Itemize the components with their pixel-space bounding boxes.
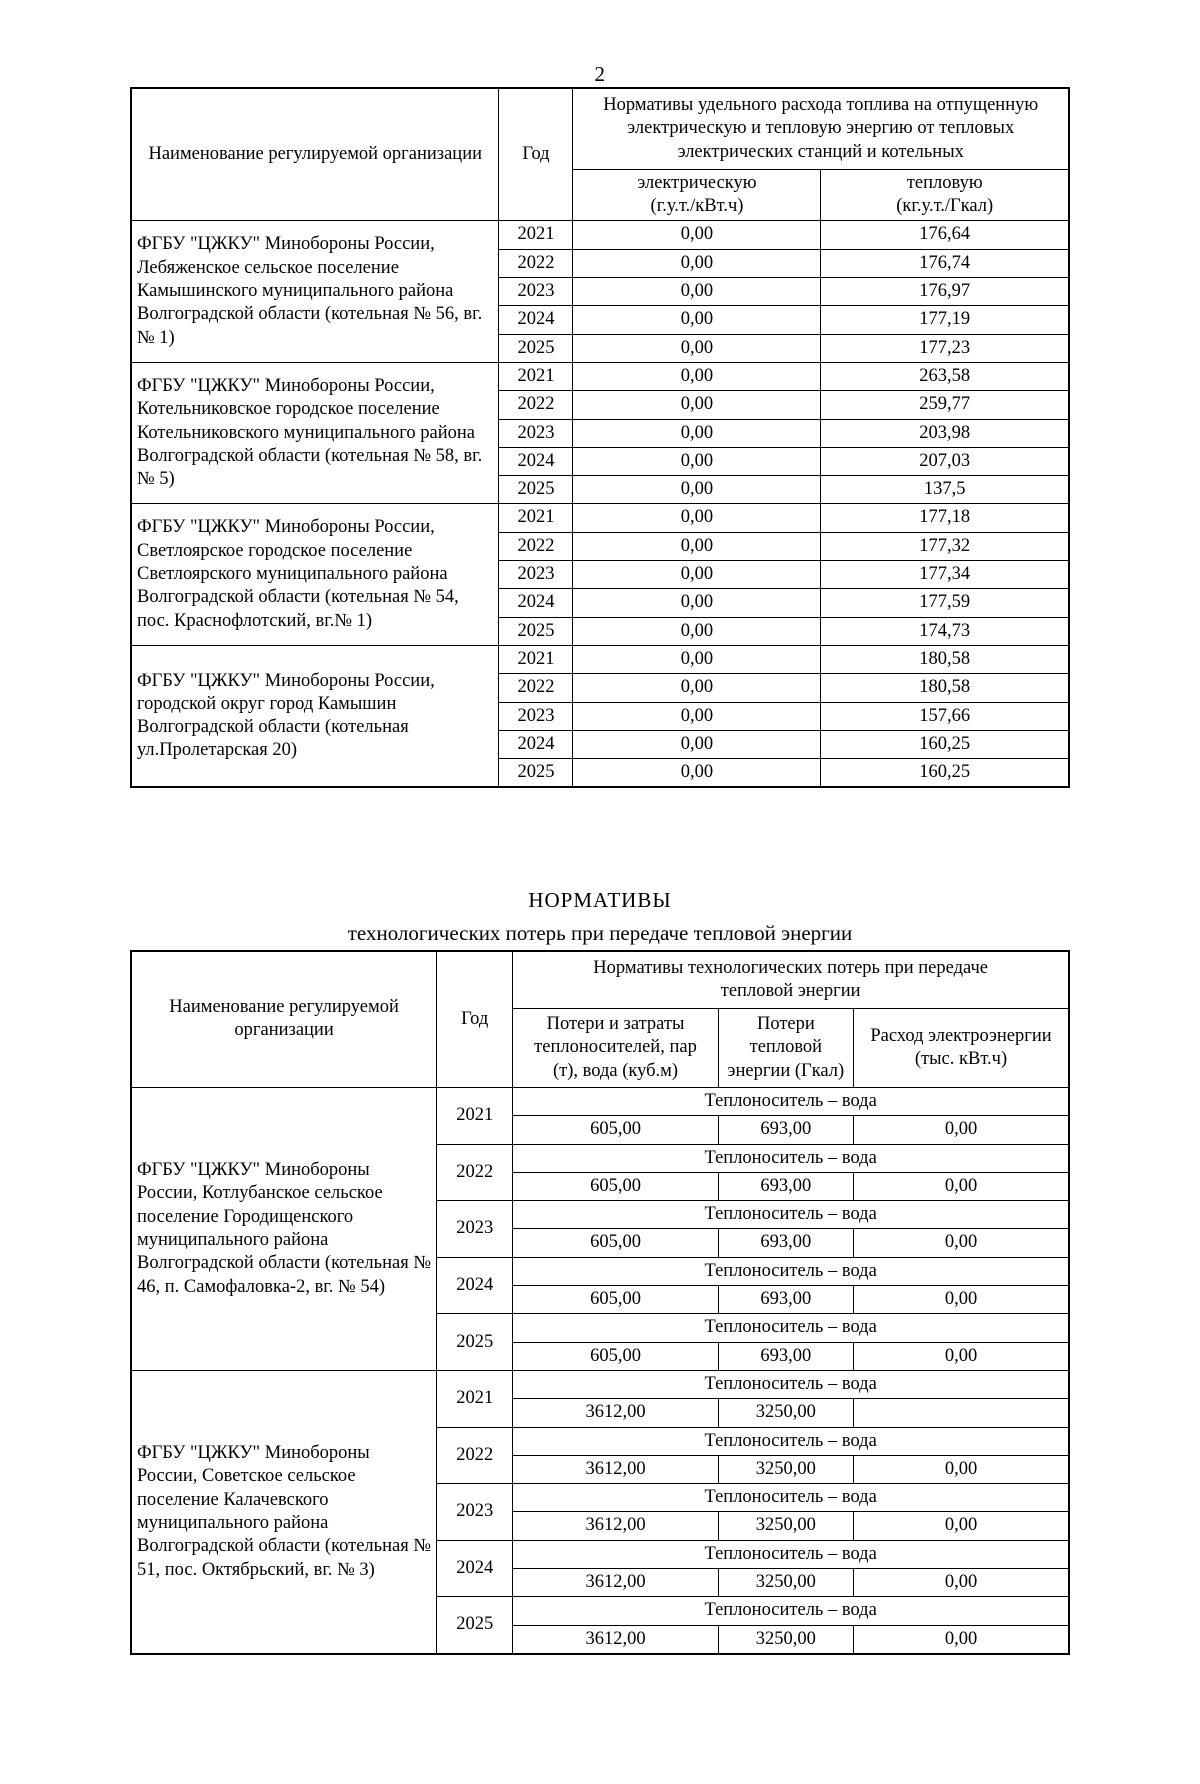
carrier-label-cell: Теплоноситель – вода (513, 1314, 1069, 1342)
carrier-label-cell: Теплоноситель – вода (513, 1484, 1069, 1512)
year-cell: 2021 (499, 504, 573, 532)
power-consumption-value-cell: 0,00 (854, 1625, 1070, 1654)
heat-losses-value-cell: 693,00 (718, 1172, 853, 1200)
year-cell: 2023 (499, 278, 573, 306)
thermal-value-cell: 174,73 (821, 617, 1069, 645)
year-cell: 2025 (437, 1597, 513, 1654)
coolant-losses-value-cell: 3612,00 (513, 1512, 718, 1540)
thermal-value-cell: 157,66 (821, 702, 1069, 730)
year-cell: 2021 (437, 1088, 513, 1145)
coolant-losses-value-cell: 3612,00 (513, 1625, 718, 1654)
org-name-cell: ФГБУ "ЦЖКУ" Минобороны России, Светлоярское городское поселение Светлоярского муниципального района Волгоградской области (котельная № 54, пос. Краснофлотский, вг.№ 1) (131, 504, 499, 645)
electric-value-cell: 0,00 (573, 249, 821, 277)
carrier-label-cell: Теплоноситель – вода (513, 1540, 1069, 1568)
heat-losses-value-cell: 3250,00 (718, 1569, 853, 1597)
electric-value-cell: 0,00 (573, 447, 821, 475)
header-electric (573, 169, 821, 221)
header-electric-unit: (г.у.т./кВт.ч) (650, 196, 744, 217)
table-row (131, 504, 1069, 532)
header-thermal (821, 169, 1069, 221)
thermal-value-cell: 176,97 (821, 278, 1069, 306)
fuel-consumption-norms-table (130, 87, 1070, 788)
table-row (131, 221, 1069, 249)
year-cell: 2021 (499, 221, 573, 249)
year-cell: 2023 (499, 419, 573, 447)
heat-losses-value-cell: 3250,00 (718, 1399, 853, 1427)
year-cell: 2024 (499, 306, 573, 334)
heat-losses-value-cell: 693,00 (718, 1116, 853, 1144)
power-consumption-value-cell: 0,00 (854, 1116, 1070, 1144)
electric-value-cell: 0,00 (573, 419, 821, 447)
section-title-line1: НОРМАТИВЫ (528, 888, 672, 913)
thermal-value-cell: 176,74 (821, 249, 1069, 277)
electric-value-cell: 0,00 (573, 730, 821, 758)
thermal-value-cell: 160,25 (821, 759, 1069, 788)
year-cell: 2023 (437, 1201, 513, 1258)
electric-value-cell: 0,00 (573, 617, 821, 645)
electric-value-cell: 0,00 (573, 759, 821, 788)
power-consumption-value-cell: 0,00 (854, 1455, 1070, 1483)
thermal-value-cell: 180,58 (821, 674, 1069, 702)
table-row (131, 645, 1069, 673)
power-consumption-value-cell (854, 1399, 1070, 1427)
carrier-row (131, 1370, 1069, 1398)
year-cell: 2022 (437, 1144, 513, 1201)
power-consumption-value-cell: 0,00 (854, 1342, 1070, 1370)
year-cell: 2021 (499, 362, 573, 390)
header-year: Год (499, 88, 573, 221)
year-cell: 2025 (499, 617, 573, 645)
header-coolant-losses: Потери и затраты теплоносителей, пар (т), вода (куб.м) (513, 1009, 718, 1088)
electric-value-cell: 0,00 (573, 476, 821, 504)
coolant-losses-value-cell: 605,00 (513, 1116, 718, 1144)
thermal-value-cell: 177,59 (821, 589, 1069, 617)
year-cell: 2023 (437, 1484, 513, 1541)
carrier-label-cell: Теплоноситель – вода (513, 1201, 1069, 1229)
org-name-cell: ФГБУ "ЦЖКУ" Минобороны России, городской округ город Камышин Волгоградской области (котельная ул.Пролетарская 20) (131, 645, 499, 787)
heat-losses-value-cell: 3250,00 (718, 1625, 853, 1654)
heat-losses-value-cell: 693,00 (718, 1229, 853, 1257)
coolant-losses-value-cell: 605,00 (513, 1172, 718, 1200)
coolant-losses-value-cell: 605,00 (513, 1229, 718, 1257)
electric-value-cell: 0,00 (573, 674, 821, 702)
carrier-label-cell: Теплоноситель – вода (513, 1144, 1069, 1172)
thermal-value-cell: 177,34 (821, 561, 1069, 589)
heat-losses-value-cell: 3250,00 (718, 1512, 853, 1540)
year-cell: 2024 (437, 1257, 513, 1314)
header-org: Наименование регулируемой организации (131, 951, 437, 1088)
year-cell: 2022 (499, 532, 573, 560)
org-name-cell: ФГБУ "ЦЖКУ" Минобороны России, Котлубанское сельское поселение Городищенского муниципального района Волгоградской области (котельная № 46, п. Самофаловка-2, вг. № 54) (131, 1088, 437, 1371)
header-org: Наименование регулируемой организации (131, 88, 499, 221)
table2-header-row-1 (131, 951, 1069, 1009)
thermal-value-cell: 137,5 (821, 476, 1069, 504)
electric-value-cell: 0,00 (573, 702, 821, 730)
thermal-value-cell: 207,03 (821, 447, 1069, 475)
coolant-losses-value-cell: 605,00 (513, 1342, 718, 1370)
carrier-label-cell: Теплоноситель – вода (513, 1370, 1069, 1398)
electric-value-cell: 0,00 (573, 532, 821, 560)
year-cell: 2025 (499, 334, 573, 362)
year-cell: 2025 (437, 1314, 513, 1371)
thermal-value-cell: 176,64 (821, 221, 1069, 249)
year-cell: 2024 (499, 730, 573, 758)
power-consumption-value-cell: 0,00 (854, 1286, 1070, 1314)
electric-value-cell: 0,00 (573, 391, 821, 419)
coolant-losses-value-cell: 605,00 (513, 1286, 718, 1314)
electric-value-cell: 0,00 (573, 278, 821, 306)
thermal-value-cell: 177,23 (821, 334, 1069, 362)
thermal-value-cell: 177,32 (821, 532, 1069, 560)
thermal-value-cell: 180,58 (821, 645, 1069, 673)
electric-value-cell: 0,00 (573, 561, 821, 589)
year-cell: 2021 (499, 645, 573, 673)
org-name-cell: ФГБУ "ЦЖКУ" Минобороны России, Лебяженское сельское поселение Камышинского муниципального района Волгоградской области (котельная № 56, вг.№ 1) (131, 221, 499, 362)
year-cell: 2022 (499, 391, 573, 419)
year-cell: 2023 (499, 702, 573, 730)
electric-value-cell: 0,00 (573, 334, 821, 362)
header-thermal-label: тепловую (906, 172, 983, 193)
thermal-value-cell: 160,25 (821, 730, 1069, 758)
year-cell: 2024 (499, 589, 573, 617)
header-electric-label: электрическую (637, 172, 757, 193)
year-cell: 2025 (499, 476, 573, 504)
heat-losses-value-cell: 693,00 (718, 1342, 853, 1370)
year-cell: 2021 (437, 1370, 513, 1427)
power-consumption-value-cell: 0,00 (854, 1172, 1070, 1200)
carrier-label-cell: Теплоноситель – вода (513, 1597, 1069, 1625)
heat-losses-value-cell: 3250,00 (718, 1455, 853, 1483)
header-power-consumption: Расход электроэнергии (тыс. кВт.ч) (854, 1009, 1070, 1088)
carrier-label-cell: Теплоноситель – вода (513, 1088, 1069, 1116)
carrier-label-cell: Теплоноситель – вода (513, 1427, 1069, 1455)
electric-value-cell: 0,00 (573, 362, 821, 390)
header-thermal-unit: (кг.у.т./Гкал) (896, 196, 994, 217)
coolant-losses-value-cell: 3612,00 (513, 1455, 718, 1483)
thermal-value-cell: 177,18 (821, 504, 1069, 532)
document-page (0, 62, 1200, 1784)
section-title (0, 884, 1200, 949)
thermal-value-cell: 259,77 (821, 391, 1069, 419)
electric-value-cell: 0,00 (573, 504, 821, 532)
header-heat-losses: Потери тепловой энергии (Гкал) (718, 1009, 853, 1088)
year-cell: 2022 (499, 674, 573, 702)
header-year: Год (437, 951, 513, 1088)
coolant-losses-value-cell: 3612,00 (513, 1399, 718, 1427)
electric-value-cell: 0,00 (573, 221, 821, 249)
electric-value-cell: 0,00 (573, 589, 821, 617)
technological-losses-norms-table (130, 950, 1070, 1655)
power-consumption-value-cell: 0,00 (854, 1512, 1070, 1540)
year-cell: 2022 (499, 249, 573, 277)
year-cell: 2024 (499, 447, 573, 475)
electric-value-cell: 0,00 (573, 306, 821, 334)
table-row (131, 362, 1069, 390)
thermal-value-cell: 203,98 (821, 419, 1069, 447)
electric-value-cell: 0,00 (573, 645, 821, 673)
thermal-value-cell: 263,58 (821, 362, 1069, 390)
thermal-value-cell: 177,19 (821, 306, 1069, 334)
table1-header-row-1 (131, 88, 1069, 169)
section-title-line2: технологических потерь при передаче тепловой энергии (347, 920, 853, 945)
year-cell: 2022 (437, 1427, 513, 1484)
year-cell: 2025 (499, 759, 573, 788)
year-cell: 2024 (437, 1540, 513, 1597)
header-group-loss-norms: Нормативы технологических потерь при передаче тепловой энергии (513, 951, 1069, 1009)
page-number: 2 (594, 62, 606, 86)
year-cell: 2023 (499, 561, 573, 589)
org-name-cell: ФГБУ "ЦЖКУ" Минобороны России, Советское сельское поселение Калачевского муниципального района Волгоградской области (котельная № 51, пос. Октябрьский, вг. № 3) (131, 1370, 437, 1653)
carrier-row (131, 1088, 1069, 1116)
power-consumption-value-cell: 0,00 (854, 1229, 1070, 1257)
coolant-losses-value-cell: 3612,00 (513, 1569, 718, 1597)
power-consumption-value-cell: 0,00 (854, 1569, 1070, 1597)
org-name-cell: ФГБУ "ЦЖКУ" Минобороны России, Котельниковское городское поселение Котельниковского муниципального района Волгоградской области (котельная № 58, вг.№ 5) (131, 362, 499, 503)
header-group-fuel-norms: Нормативы удельного расхода топлива на отпущенную электрическую и тепловую энергию от тепловых электрических станций и котельных (573, 88, 1069, 169)
carrier-label-cell: Теплоноситель – вода (513, 1257, 1069, 1285)
heat-losses-value-cell: 693,00 (718, 1286, 853, 1314)
